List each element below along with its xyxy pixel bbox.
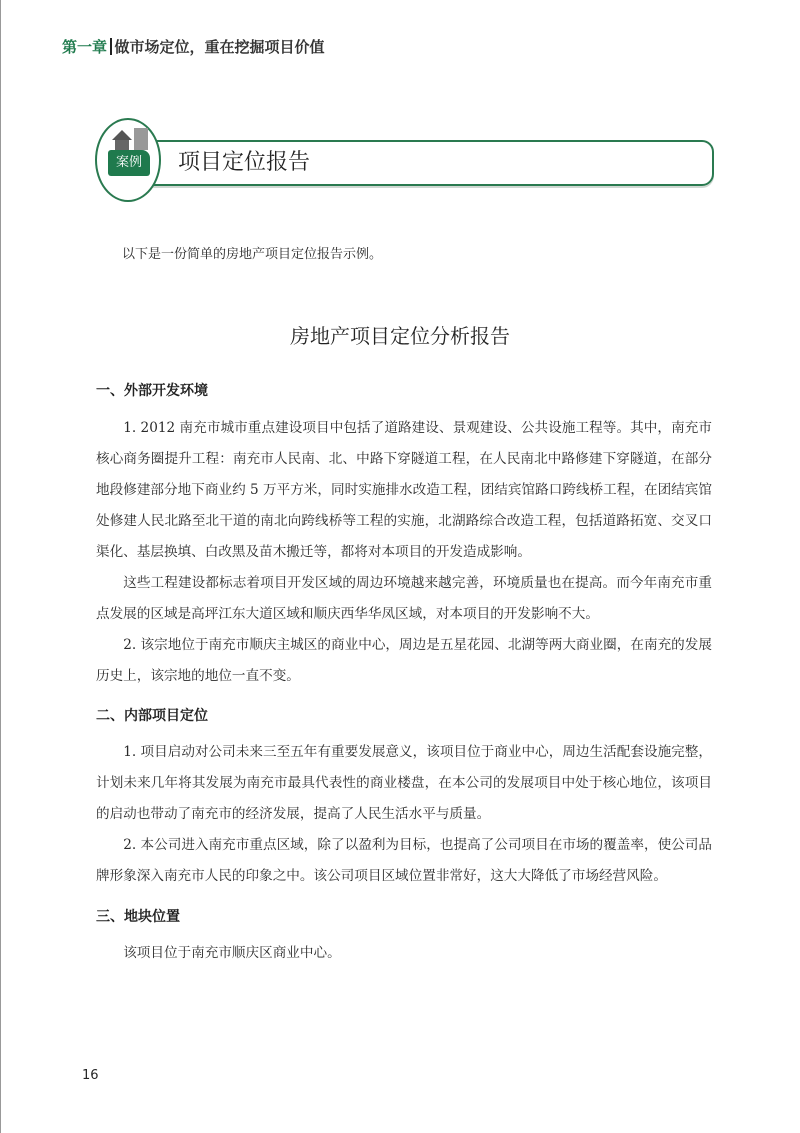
intro-text: 以下是一份简单的房地产项目定位报告示例。 — [122, 247, 383, 262]
page-number: 16 — [82, 1068, 99, 1083]
house-icon — [112, 130, 132, 140]
header-divider — [110, 38, 112, 55]
house-icon-body — [115, 140, 129, 150]
case-title: 项目定位报告 — [178, 150, 311, 175]
paragraph: 2. 该宗地位于南充市顺庆主城区的商业中心，周边是五星花园、北湖等两大商业圈，在南充的发展历史上，该宗地的地位一直不变。 — [96, 637, 712, 684]
paragraph: 1. 项目启动对公司未来三至五年有重要发展意义，该项目位于商业中心，周边生活配套设施完整，计划未来几年将其发展为南充市最具代表性的商业楼盘，在本公司的发展项目中处于核心地位，该项目的启动也带动了南充市的经济发展，提高了人民生活水平与质量。 — [96, 744, 712, 822]
section-heading: 一、外部开发环境 — [96, 383, 208, 399]
page-spine — [0, 0, 1, 1133]
case-badge: 案例 — [108, 150, 150, 176]
section-heading: 三、地块位置 — [96, 909, 180, 925]
chapter-subtitle: 做市场定位，重在挖掘项目价值 — [114, 38, 325, 56]
paragraph: 1. 2012 南充市城市重点建设项目中包括了道路建设、景观建设、公共设施工程等。其中，南充市核心商务圈提升工程：南充市人民南、北、中路下穿隧道工程，在人民南北中路修建下穿隧道，在部分地段修建部分地下商业约 5 万平方米，同时实施排水改造工程，团结宾馆路口跨线桥工程，在团结宾馆处修建人民北路至北干道的南北向跨线桥等工程的实施，北湖路综合改造工程，包括道路拓宽、交叉口渠化、基层换填、白改黑及苗木搬迁等，都将对本项目的开发造成影响。 — [96, 420, 712, 560]
building-icon — [134, 128, 148, 150]
paragraph: 2. 本公司进入南充市重点区域，除了以盈利为目标，也提高了公司项目在市场的覆盖率，使公司品牌形象深入南充市人民的印象之中。该公司项目区域位置非常好，这大大降低了市场经营风险。 — [96, 837, 712, 884]
chapter-label: 第一章 — [62, 38, 108, 56]
document-title: 房地产项目定位分析报告 — [290, 324, 510, 348]
paragraph: 这些工程建设都标志着项目开发区域的周边环境越来越完善，环境质量也在提高。而今年南充市重点发展的区域是高坪江东大道区域和顺庆西华华凤区域，对本项目的开发影响不大。 — [96, 575, 712, 622]
running-header — [62, 36, 325, 57]
paragraph: 该项目位于南充市顺庆区商业中心。 — [123, 945, 341, 961]
section-heading: 二、内部项目定位 — [96, 708, 208, 724]
